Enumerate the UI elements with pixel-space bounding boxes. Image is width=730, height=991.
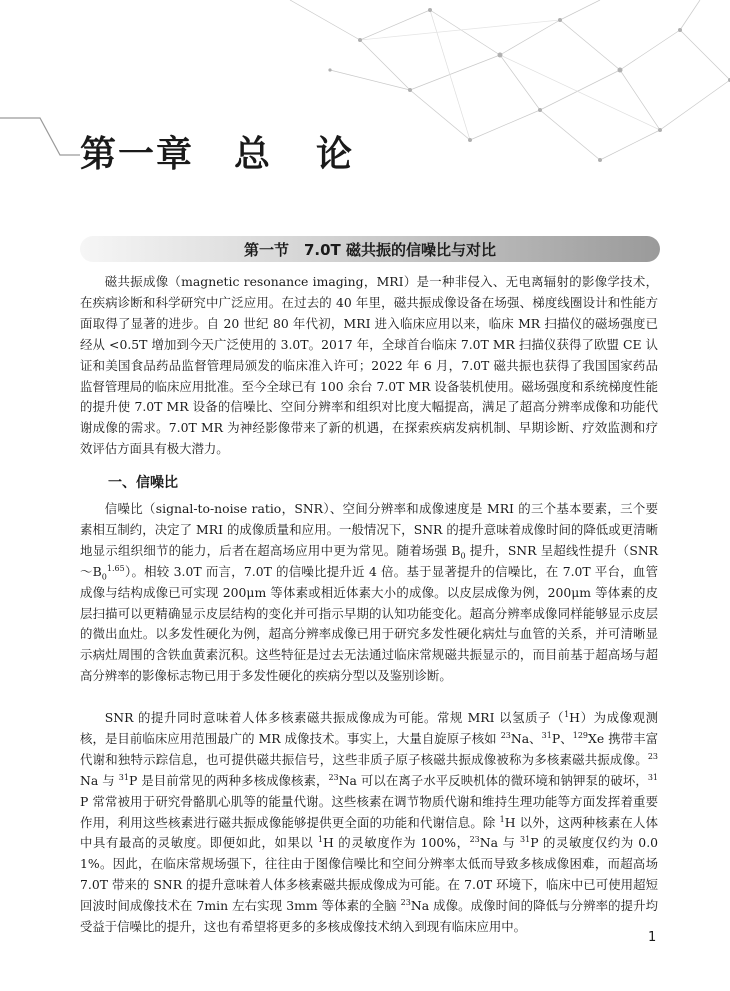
chapter-title [80,126,354,177]
section-banner [80,236,660,262]
page-number: 1 [648,930,657,945]
intro-paragraph: 磁共振成像（magnetic resonance imaging，MRI）是一种非侵入、无电离辐射的影像学技术，在疾病诊断和科学研究中广泛应用。在过去的 40 年里，磁共振成像设备在场强、梯度线圈设计和性能方面取得了显著的进步。自 20 世纪 80 年代初，MRI 进入临床应用以来，临床 MR 扫描仪的磁场强度已经从 <0.5T 增加到今天广泛使用的 3.0T。2017 年，全球首台临床 7.0T MR 扫描仪获得了欧盟 CE 认证和美国食品药品监督管理局颁发的临床准入许可；2022 年 6 月，7.0T 磁共振也获得了我国国家药品监督管理局的临床应用批准。至今全球已有 100 余台 7.0T MR 设备装机使用。磁场强度和系统梯度性能的提升使 7.0T MR 设备的信噪比、空间分辨率和组织对比度大幅提高，满足了超高分辨率成像和功能代谢成像的需求。7.0T MR 为神经影像带来了新的机遇，在探索疾病发病机制、早期诊断、疗效监测和疗效评估方面具有极大潜力。 [80,274,658,457]
chapter-label: 第一章 [80,134,195,175]
chapter-word-2: 论 [316,134,355,175]
subsection-heading: 一、信噪比 [108,475,178,491]
intro-paragraph-block [80,272,658,460]
chapter-word-1: 总 [234,134,273,175]
snr-paragraph: 信噪比（signal-to-noise ratio，SNR）、空间分辨率和成像速度是 MRI 的三个基本要素，三个要素相互制约，决定了 MRI 的成像质量和应用。一般情况下，SNR 的提升意味着成像时间的降低或更清晰地显示组织细节的能力，后者在超高场应用中更为常见。随着场强 $B_0$ 提升，SNR 呈超线性提升$(SNR\sim B_0^{1.65})$。相较 3.0T 而言，7.0T 的信噪比提升近 4 倍。基于显著提升的信噪比，在 7.0T 平台，血管成像与结构成像已可实现 200μm 等体素或相近体素大小的成像。以皮层成像为例，200μm 等体素的皮层扫描可以更精确显示皮层结构的变化并可指示早期的认知功能变化。超高分辨率成像同样能够显示皮层的微出血灶。以多发性硬化为例，超高分辨率成像已用于研究多发性硬化病灶与血管的关系，并可清晰显示病灶周围的含铁血黄素沉积。这些特征是过去无法通过临床常规磁共振显示的，而目前基于超高场与超高分辨率的影像标志物已用于多发性硬化的疾病分型以及鉴别诊断。 [80,501,658,684]
multinuclear-paragraph: SNR 的提升同时意味着人体多核素磁共振成像成为可能。常规 MRI 以氢质子（$^1$H）为成像观测核，是目前临床应用范围最广的 MR 成像技术。事实上，大量自旋原子核如 $^{23}$Na、$^{31}$P、$^{129}$Xe 携带丰富代谢和独特示踪信息，也可提供磁共振信号，这些非质子原子核磁共振成像被称为多核素磁共振成像。$^{23}$Na 与 $^{31}$P 是目前常见的两种多核成像核素，$^{23}$Na 可以在离子水平反映机体的微环境和钠钾泵的破坏，$^{31}$P 常常被用于研究骨骼肌心肌等的能量代谢。这些核素在调节物质代谢和维持生理功能等方面发挥着重要作用，利用这些核素进行磁共振成像能够提供更全面的功能和代谢信息。除 $^1$H 以外，这两种核素在人体中具有最高的灵敏度。即便如此，如果以 $^1$H 的灵敏度作为 100%，$^{23}$Na 与 $^{31}$P 的灵敏度仅约为 0.01%。因此，在临床常规场强下，往往由于图像信噪比和空间分辨率太低而导致多核成像困难，而超高场 7.0T 带来的 SNR 的提升意味着人体多核素磁共振成像成为可能。在 7.0T 环境下，临床中已可使用超短回波时间成像技术在 7min 左右实现 3mm 等体素的全脑 $^{23}$Na 成像。成像时间的降低与分辨率的提升均受益于信噪比的提升，这也有希望将更多的多核成像技术纳入到现有临床应用中。 [80,709,659,935]
section-title: 第一节 7.0T 磁共振的信噪比与对比 [243,241,497,259]
snr-paragraph-block [80,499,658,687]
multinuclear-paragraph-block [80,708,658,938]
